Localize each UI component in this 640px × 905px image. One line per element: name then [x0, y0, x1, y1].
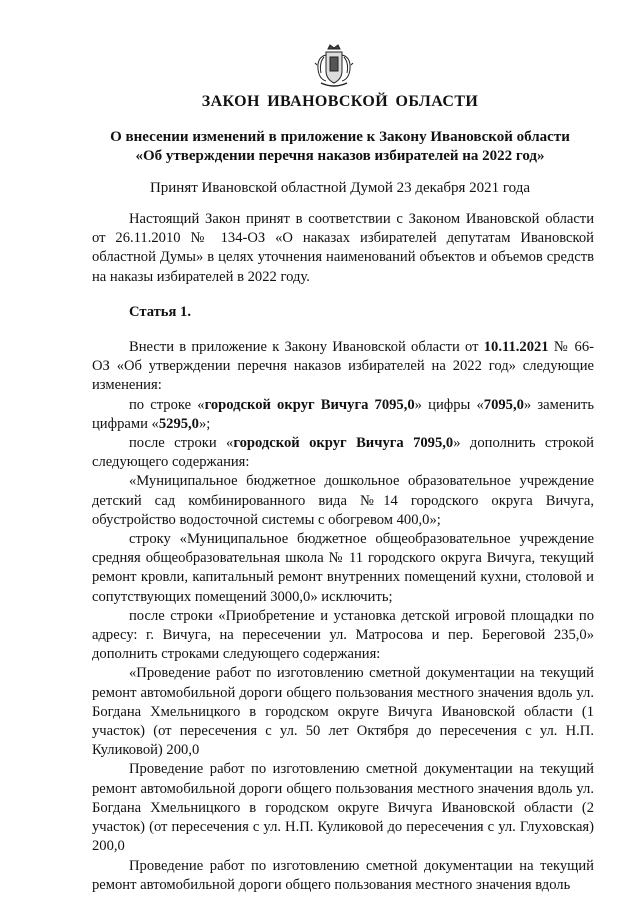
paragraph: «Проведение работ по изготовлению сметной документации на текущий ремонт автомобильной дороги общего пользования местного значения вдоль ул. Богдана Хмельницкого в городском округе Вичуга Ивановской области (1 участок) (от пересечения с ул. 50 лет Октября до пересечения с ул. Н.П. Куликовой) 200,0 — [92, 665, 594, 759]
paragraph — [92, 434, 594, 472]
paragraph: «Муниципальное бюджетное дошкольное образовательное учреждение детский сад комбинированного вида №14 городского округа Вичуга, обустройство водосточной системы с обогревом 400,0»; — [92, 473, 594, 528]
paragraph — [92, 396, 594, 434]
bold-text: 7095,0 — [483, 396, 524, 413]
text-segment: » дополнить строкой следующего содержания: — [92, 435, 594, 471]
text-segment: Внести в приложение к Закону Ивановской области от — [129, 339, 484, 356]
bold-text: городской округ Вичуга 7095,0 — [233, 435, 454, 452]
intro-paragraph: Настоящий Закон принят в соответствии с Законом Ивановской области от 26.11.2010 № 134-ОЗ «О наказах избирателей депутатам Ивановской областной Думы» в целях уточнения наименований объектов и объемов средств на наказы избирателей в 2022 году. — [92, 211, 594, 285]
text-segment: » заменить цифрами « — [92, 396, 594, 432]
paragraph: после строки «Приобретение и установка детской игровой площадки по адресу: г. Вичуга, на пересечении ул. Матросова и пер. Береговой 235,0» дополнить строками следующего содержания: — [92, 607, 594, 663]
text-segment: »; — [198, 415, 211, 432]
document-body — [92, 210, 594, 895]
subtitle-line: О внесении изменений в приложение к Закону Ивановской области — [110, 129, 570, 145]
paragraph — [92, 338, 594, 396]
article-heading: Статья 1. — [129, 303, 191, 320]
date-text: 10.11.2021 — [483, 339, 549, 356]
text-segment: по строке « — [129, 396, 205, 413]
coat-of-arms-icon — [313, 43, 355, 91]
paragraph: строку «Муниципальное бюджетное общеобразовательное учреждение средняя общеобразовательная школа № 11 городского округа Вичуга, текущий ремонт кровли, капитальный ремонт внутренних помещений кухни, столовой и сопутствующих помещений 3000,0» исключить; — [92, 531, 594, 605]
bold-text: 5295,0 — [158, 415, 199, 432]
law-title: ЗАКОН ИВАНОВСКОЙ ОБЛАСТИ — [201, 93, 479, 110]
text-segment: после строки « — [129, 435, 234, 452]
text-segment: » цифры « — [414, 396, 484, 413]
bold-text: городской округ Вичуга 7095,0 — [204, 396, 415, 413]
law-subtitle — [100, 128, 580, 166]
paragraph: Проведение работ по изготовлению сметной документации на текущий ремонт автомобильной дороги общего пользования местного значения вдоль — [92, 857, 594, 893]
subtitle-line: «Об утверждении перечня наказов избирателей на 2022 год» — [135, 148, 545, 164]
text-segment: № 66-ОЗ «Об утверждении перечня наказов избирателей на 2022 год» следующие изменения: — [92, 339, 594, 394]
paragraph: Проведение работ по изготовлению сметной документации на текущий ремонт автомобильной дороги общего пользования местного значения вдоль ул. Богдана Хмельницкого в городском округе Вичуга Ивановской области (2 участок) (от пересечения с ул. Н.П. Куликовой до пересечения с ул. Глуховская) 200,0 — [92, 761, 594, 855]
adoption-note: Принят Ивановской областной Думой 23 декабря 2021 года — [149, 180, 531, 196]
